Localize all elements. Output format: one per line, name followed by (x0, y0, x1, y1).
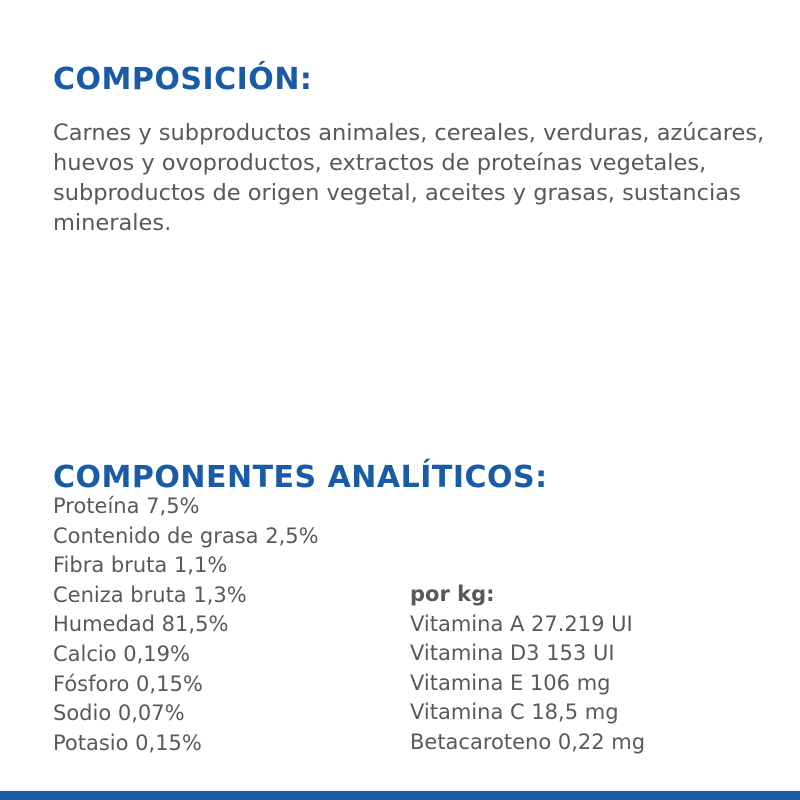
composicion-paragraph: Carnes y subproductos animales, cereales, verduras, azúcares, huevos y ovoproductos, extractos de proteínas vegetales, subproductos de origen vegetal, aceites y grasas, sustancias minerales. (53, 119, 765, 236)
list-item: Fibra bruta 1,1% (53, 553, 228, 578)
composicion-heading: COMPOSICIÓN: (53, 62, 313, 98)
list-item: Humedad 81,5% (53, 612, 229, 637)
list-item: Ceniza bruta 1,3% (53, 582, 247, 607)
list-item: Fósforo 0,15% (53, 671, 203, 696)
analytical-left-column (53, 492, 403, 758)
footer-accent-bar (0, 791, 800, 800)
analytical-right-column (410, 580, 750, 758)
list-item: Sodio 0,07% (53, 701, 185, 726)
list-item: Vitamina D3 153 UI (410, 641, 615, 666)
list-item: Vitamina E 106 mg (410, 670, 611, 695)
list-item: Potasio 0,15% (53, 730, 202, 755)
list-item: Vitamina A 27.219 UI (410, 611, 633, 636)
list-item: Proteína 7,5% (53, 494, 200, 518)
list-item: Contenido de grasa 2,5% (53, 523, 319, 548)
per-kg-label: por kg: (410, 582, 495, 606)
list-item: Calcio 0,19% (53, 641, 190, 666)
componentes-analiticos-heading: COMPONENTES ANALÍTICOS: (53, 460, 548, 496)
list-item: Betacaroteno 0,22 mg (410, 729, 646, 754)
list-item: Vitamina C 18,5 mg (410, 700, 619, 725)
